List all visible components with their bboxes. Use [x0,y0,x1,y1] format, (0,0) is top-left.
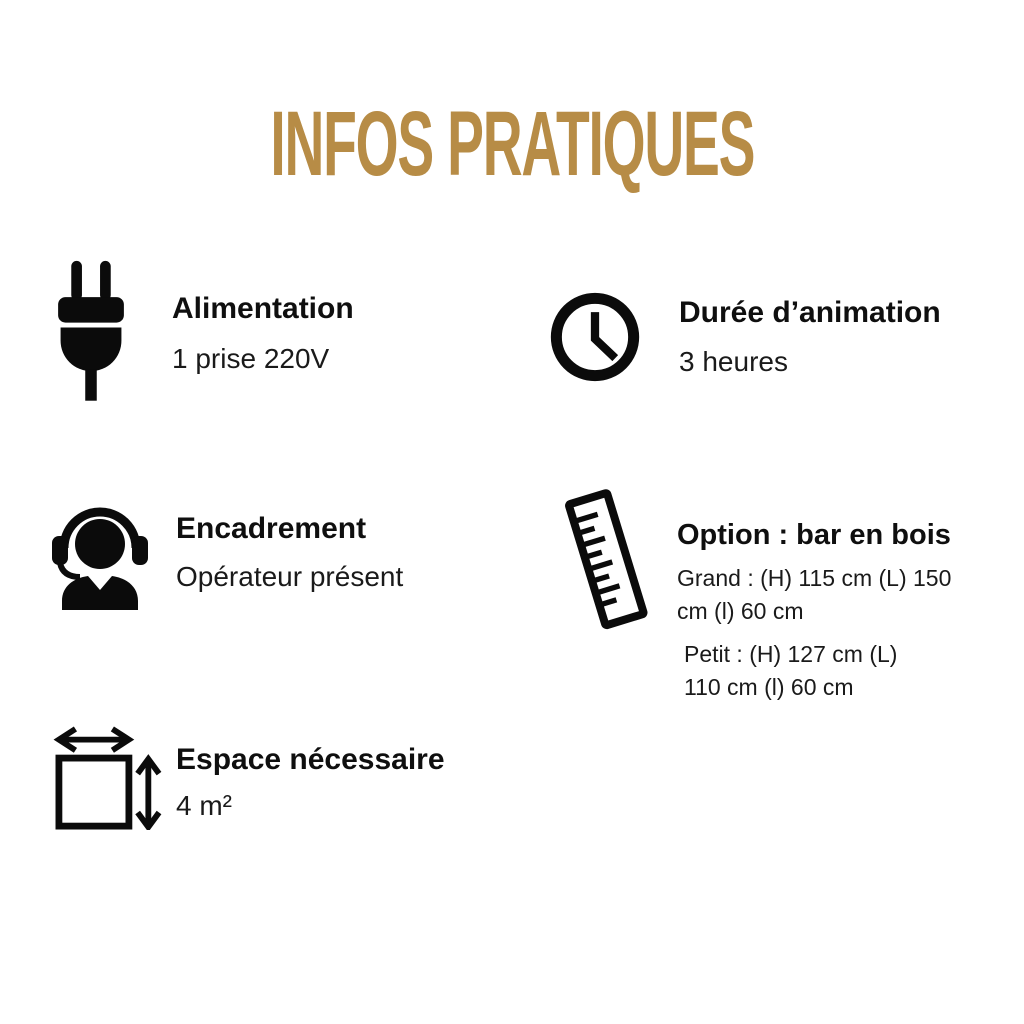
operator-headset-icon [50,500,150,612]
alimentation-detail: 1 prise 220V [172,343,330,374]
alimentation-heading: Alimentation [172,292,354,325]
duree-heading: Durée d’animation [679,296,941,329]
page-title-row [0,93,1024,195]
grand-line-1: Grand : (H) 115 cm (L) 150 [677,565,952,591]
petit-line-2: 110 cm (l) 60 cm [684,674,854,700]
encadrement-heading: Encadrement [176,512,367,545]
grand-line-2: cm (l) 60 cm [677,598,804,624]
option-bar-petit-dimensions [684,638,1004,704]
page-title: INFOS PRATIQUES [270,93,754,195]
option-bar-grand-dimensions [677,562,997,628]
power-plug-icon [54,259,128,401]
espace-heading: Espace nécessaire [176,743,445,776]
encadrement-detail: Opérateur présent [176,561,404,592]
espace-detail: 4 m² [176,790,232,821]
ruler-icon [556,486,654,634]
area-dimensions-icon [52,726,164,830]
clock-icon [549,291,641,383]
duree-detail: 3 heures [679,346,788,377]
option-bar-heading: Option : bar en bois [677,519,951,551]
petit-line-1: Petit : (H) 127 cm (L) [684,641,898,667]
